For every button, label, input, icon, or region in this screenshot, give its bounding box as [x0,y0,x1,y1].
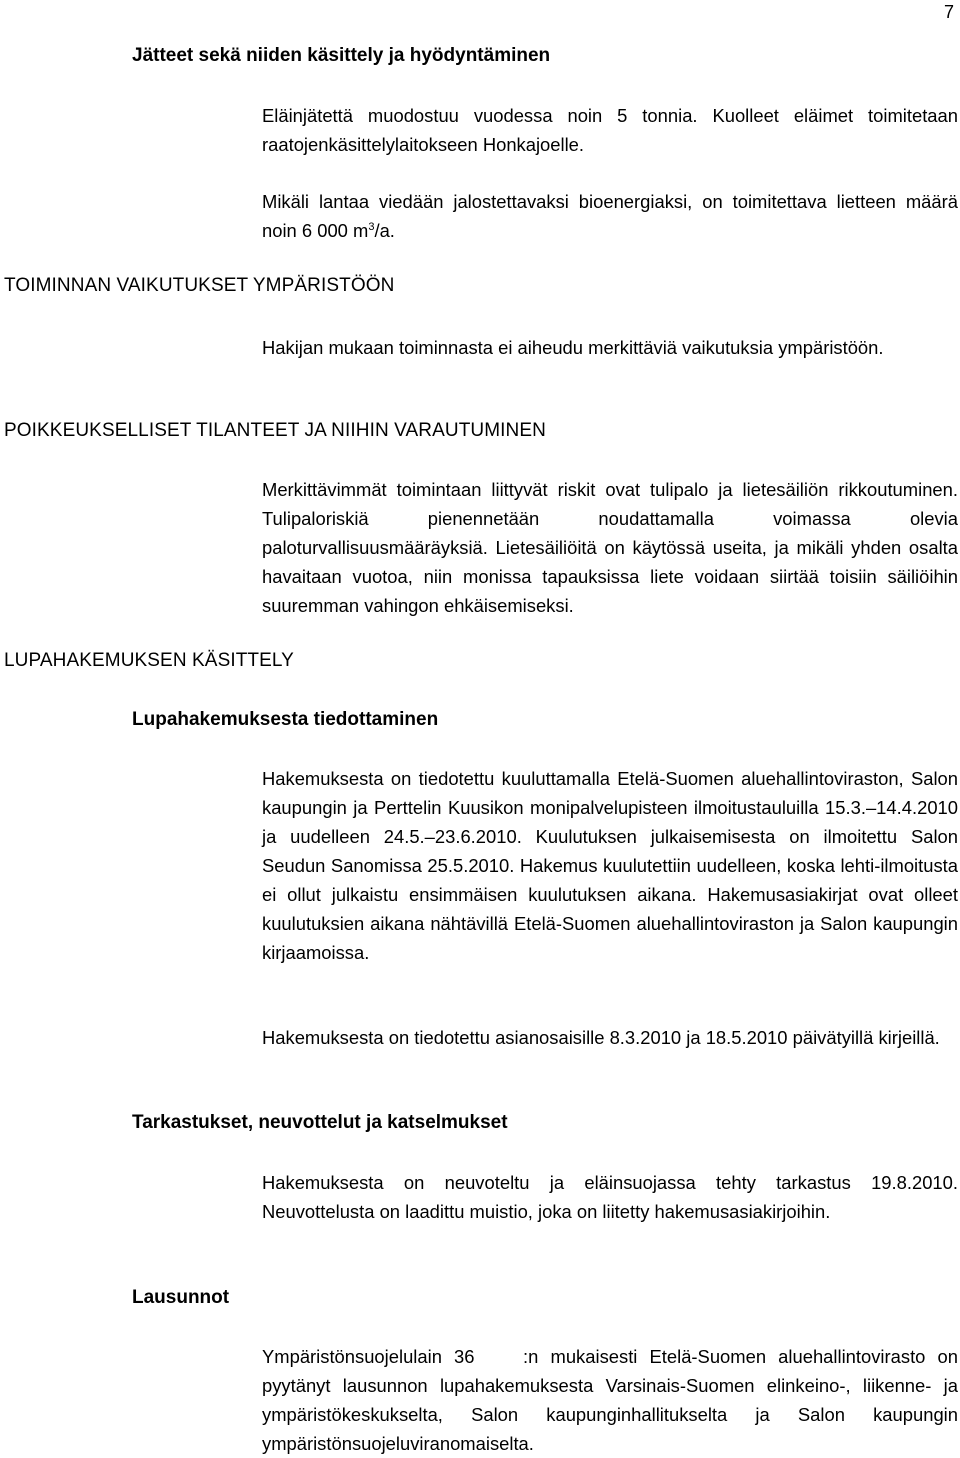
heading-lupahakemuksen-kasittely: LUPAHAKEMUKSEN KÄSITTELY [4,650,294,671]
paragraph-lausunnot-start: Ympäristönsuojelulain 36 [262,1346,475,1367]
heading-lausunnot: Lausunnot [132,1287,230,1308]
paragraph-lanta-text: Mikäli lantaa viedään jalostettavaksi bioenergiaksi, on toimitettava lietteen määrä noin 6 000 m [262,191,958,241]
paragraph-elainjate: Eläinjätettä muodostuu vuodessa noin 5 tonnia. Kuolleet eläimet toimitetaan raatojenkäsittelylaitokseen Honkajoelle. [262,105,958,155]
heading-poikkeukselliset: POIKKEUKSELLISET TILANTEET JA NIIHIN VARAUTUMINEN [4,420,546,441]
paragraph-lanta-unit: /a. [374,220,395,241]
page-number: 7 [943,2,954,22]
heading-tiedottaminen: Lupahakemuksesta tiedottaminen [132,709,439,730]
paragraph-lausunnot [262,1342,958,1458]
heading-tarkastukset: Tarkastukset, neuvottelut ja katselmukset [132,1112,508,1133]
superscript-3: 3 [368,220,375,233]
paragraph-vaikutukset: Hakijan mukaan toiminnasta ei aiheudu merkittäviä vaikutuksia ympäristöön. [262,337,884,358]
paragraph-lanta [262,187,958,245]
heading-vaikutukset: TOIMINNAN VAIKUTUKSET YMPÄRISTÖÖN [4,275,395,296]
paragraph-lausunnot-rest: :n mukaisesti Etelä-Suomen aluehallintovirasto on pyytänyt lausunnon lupahakemuksesta Varsinais-Suomen elinkeino-, liikenne- ja ympäristökeskukselta, Salon kaupunginhallitukselta ja Salon kaupungin ympäristönsuojeluviranomaiselta. [262,1346,958,1454]
paragraph-riskit: Merkittävimmät toimintaan liittyvät riskit ovat tulipalo ja lietesäiliön rikkoutuminen. Tulipaloriskiä pienennetään noudattamalla voimassa olevia paloturvallisuusmääräyksiä. Lietesäiliöitä on käytössä useita, ja mikäli yhden osalta havaitaan vuotoa, niin monissa tapauksissa liete voidaan siirtää toisiin säiliöihin suuremman vahingon ehkäisemiseksi. [262,479,958,616]
paragraph-tiedotus-2: Hakemuksesta on tiedotettu asianosaisille 8.3.2010 ja 18.5.2010 päivätyillä kirjeillä. [262,1027,940,1048]
heading-jatteet: Jätteet sekä niiden käsittely ja hyödyntäminen [132,45,551,66]
paragraph-tiedotus-1: Hakemuksesta on tiedotettu kuuluttamalla Etelä-Suomen aluehallintoviraston, Salon kaupungin ja Perttelin Kuusikon monipalvelupisteen ilmoitustauluilla 15.3.–14.4.2010 ja uudelleen 24.5.–23.6.2010. Kuulutuksen julkaisemisesta on ilmoitettu Salon Seudun Sanomissa 25.5.2010. Hakemus kuulutettiin uudelleen, koska lehti-ilmoitusta ei ollut julkaistu ensimmäisen kuulutuksen aikana. Hakemusasiakirjat ovat olleet kuulutuksien aikana nähtävillä Etelä-Suomen aluehallintoviraston ja Salon kaupungin kirjaamoissa. [262,768,958,963]
paragraph-tarkastus: Hakemuksesta on neuvoteltu ja eläinsuojassa tehty tarkastus 19.8.2010. Neuvottelusta on laadittu muistio, joka on liitetty hakemusasiakirjoihin. [262,1172,958,1222]
